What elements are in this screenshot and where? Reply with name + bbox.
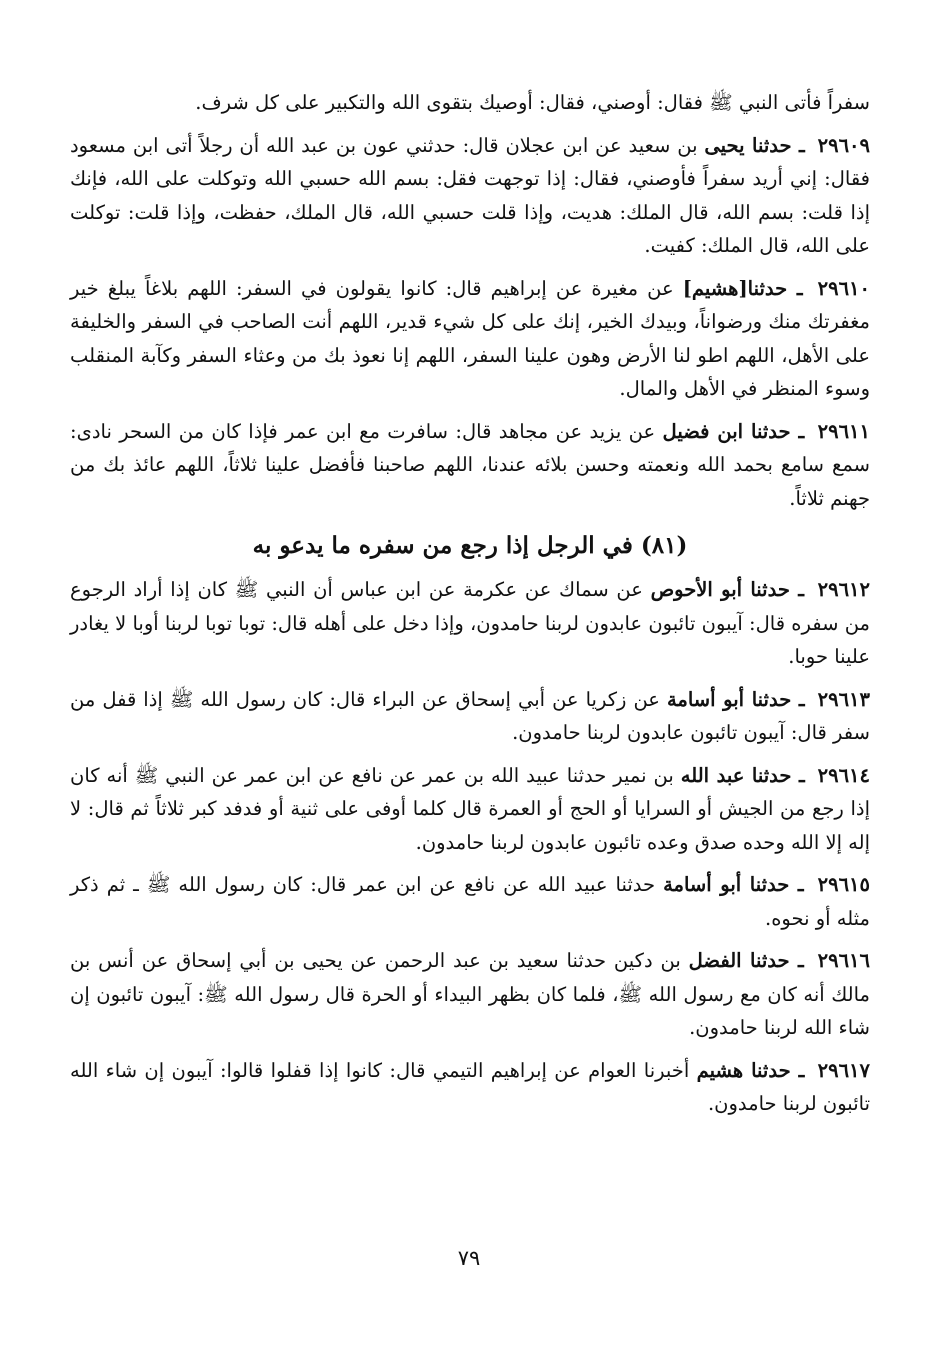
hadith-lead: ـ حدثنا عبد الله <box>680 763 805 787</box>
hadith-text: أخبرنا العوام عن إبراهيم التيمي قال: كانوا إذا قفلوا قالوا: آيبون إن شاء الله تائبون لربنا حامدون. <box>70 1058 870 1115</box>
hadith-text: عن يزيد عن مجاهد قال: سافرت مع ابن عمر فإذا كان من السحر نادى: سمع سامع بحمد الله ونعمته وحسن بلائه عندنا، اللهم صاحبنا فأفضل علينا ثلاثاً، اللهم عائذ بك من جهنم ثلاثاً. <box>70 419 870 510</box>
hadith-text: بن نمير حدثنا عبيد الله بن عمر عن نافع عن ابن عمر عن النبي ﷺ أنه كان إذا رجع من الجيش أو السرايا أو الحج أو العمرة قال كلما أوفى على ثنية أو فدفد كبر ثلاثاً ثم قال: لا إله إلا الله وحده صدق وعده تائبون عابدون لربنا حامدون. <box>70 763 870 854</box>
hadith-text: حدثنا عبيد الله عن نافع عن ابن عمر قال: كان رسول الله ﷺ ـ ثم ذكر مثله أو نحوه. <box>70 873 870 930</box>
hadith-lead: ـ حدثنا أبو أسامة <box>666 687 805 711</box>
hadith-entry <box>70 944 870 1045</box>
hadith-text: عن مغيرة عن إبراهيم قال: كانوا يقولون في السفر: اللهم بلاغاً يبلغ خير مغفرتك منك ورضواناً، وبيدك الخير، إنك على كل شيء قدير، اللهم أنت الصاحب في السفر والخليفة على الأهل، اللهم اطو لنا الأرض وهون علينا السفر، اللهم إنا نعوذ بك من وعثاء السفر وكآبة المنقلب وسوء المنظر في الأهل والمال. <box>70 276 870 400</box>
hadith-entry <box>70 759 870 860</box>
hadith-lead: ـ حدثنا أبو الأحوص <box>650 578 804 601</box>
page-number: ٧٩ <box>457 1246 481 1270</box>
continuation-paragraph: سفراً فأتى النبي ﷺ فقال: أوصني، فقال: أوصيك بتقوى الله والتكبير على كل شرف. <box>195 91 870 114</box>
hadith-text: بن دكين حدثنا سعيد بن عبد الرحمن عن يحيى بن أبي إسحاق عن أنس بن مالك أنه كان مع رسول الله ﷺ، فلما كان بظهر البيداء أو الحرة قال رسول الله ﷺ: آيبون تائبون إن شاء الله لربنا حامدون. <box>70 949 870 1039</box>
hadith-number: ٢٩٦١٢ <box>817 578 871 601</box>
hadith-number: ٢٩٦١٦ <box>817 949 870 972</box>
section-heading: (٨١) في الرجل إذا رجع من سفره ما يدعو به <box>252 532 688 559</box>
hadith-entry <box>70 868 870 935</box>
hadith-number: ٢٩٦٠٩ <box>817 133 871 157</box>
hadith-lead: ـ حدثنا[هشيم] <box>682 276 803 300</box>
hadith-entry <box>70 129 870 263</box>
hadith-entry <box>70 573 870 674</box>
hadith-entry <box>70 1054 870 1121</box>
hadith-text: عن سماك عن عكرمة عن ابن عباس أن النبي ﷺ كان إذا أراد الرجوع من سفره قال: آيبون تائبون عابدون لربنا حامدون، وإذا دخل على أهله قال: توبا توبا لربنا أوبا لا يغادر علينا حوبا. <box>70 578 870 668</box>
hadith-text: بن سعيد عن ابن عجلان قال: حدثني عون بن عبد الله أن رجلاً أتى ابن مسعود فقال: إني أريد سفراً فأوصني، فقال: إذا توجهت فقل: بسم الله حسبي الله وتوكلت على الله، فإنك إذا قلت: بسم الله، قال الملك: هديت، وإذا قلت حسبي الله، قال الملك، حفظت، وإذا قلت: توكلت على الله، قال الملك: كفيت. <box>70 133 870 257</box>
hadith-lead: ـ حدثنا هشيم <box>696 1058 805 1082</box>
hadith-lead: ـ حدثنا أبو أسامة <box>663 873 804 896</box>
hadith-number: ٢٩٦١٠ <box>817 276 871 300</box>
page-body <box>70 86 870 1130</box>
hadith-entry <box>70 415 870 516</box>
hadith-number: ٢٩٦١٤ <box>817 763 871 787</box>
hadith-entry <box>70 683 870 750</box>
hadith-lead: ـ حدثنا الفضل <box>688 949 804 972</box>
hadith-number: ٢٩٦١١ <box>817 419 870 443</box>
hadith-number: ٢٩٦١٣ <box>817 687 870 711</box>
hadith-text: عن زكريا عن أبي إسحاق عن البراء قال: كان رسول الله ﷺ إذا قفل من سفر قال: آيبون تائبون عابدون لربنا حامدون. <box>70 687 870 744</box>
hadith-lead: ـ حدثنا يحيى <box>704 133 805 157</box>
hadith-entry <box>70 272 870 406</box>
hadith-lead: ـ حدثنا ابن فضيل <box>662 419 805 443</box>
hadith-number: ٢٩٦١٧ <box>817 1058 871 1082</box>
hadith-number: ٢٩٦١٥ <box>817 873 871 896</box>
